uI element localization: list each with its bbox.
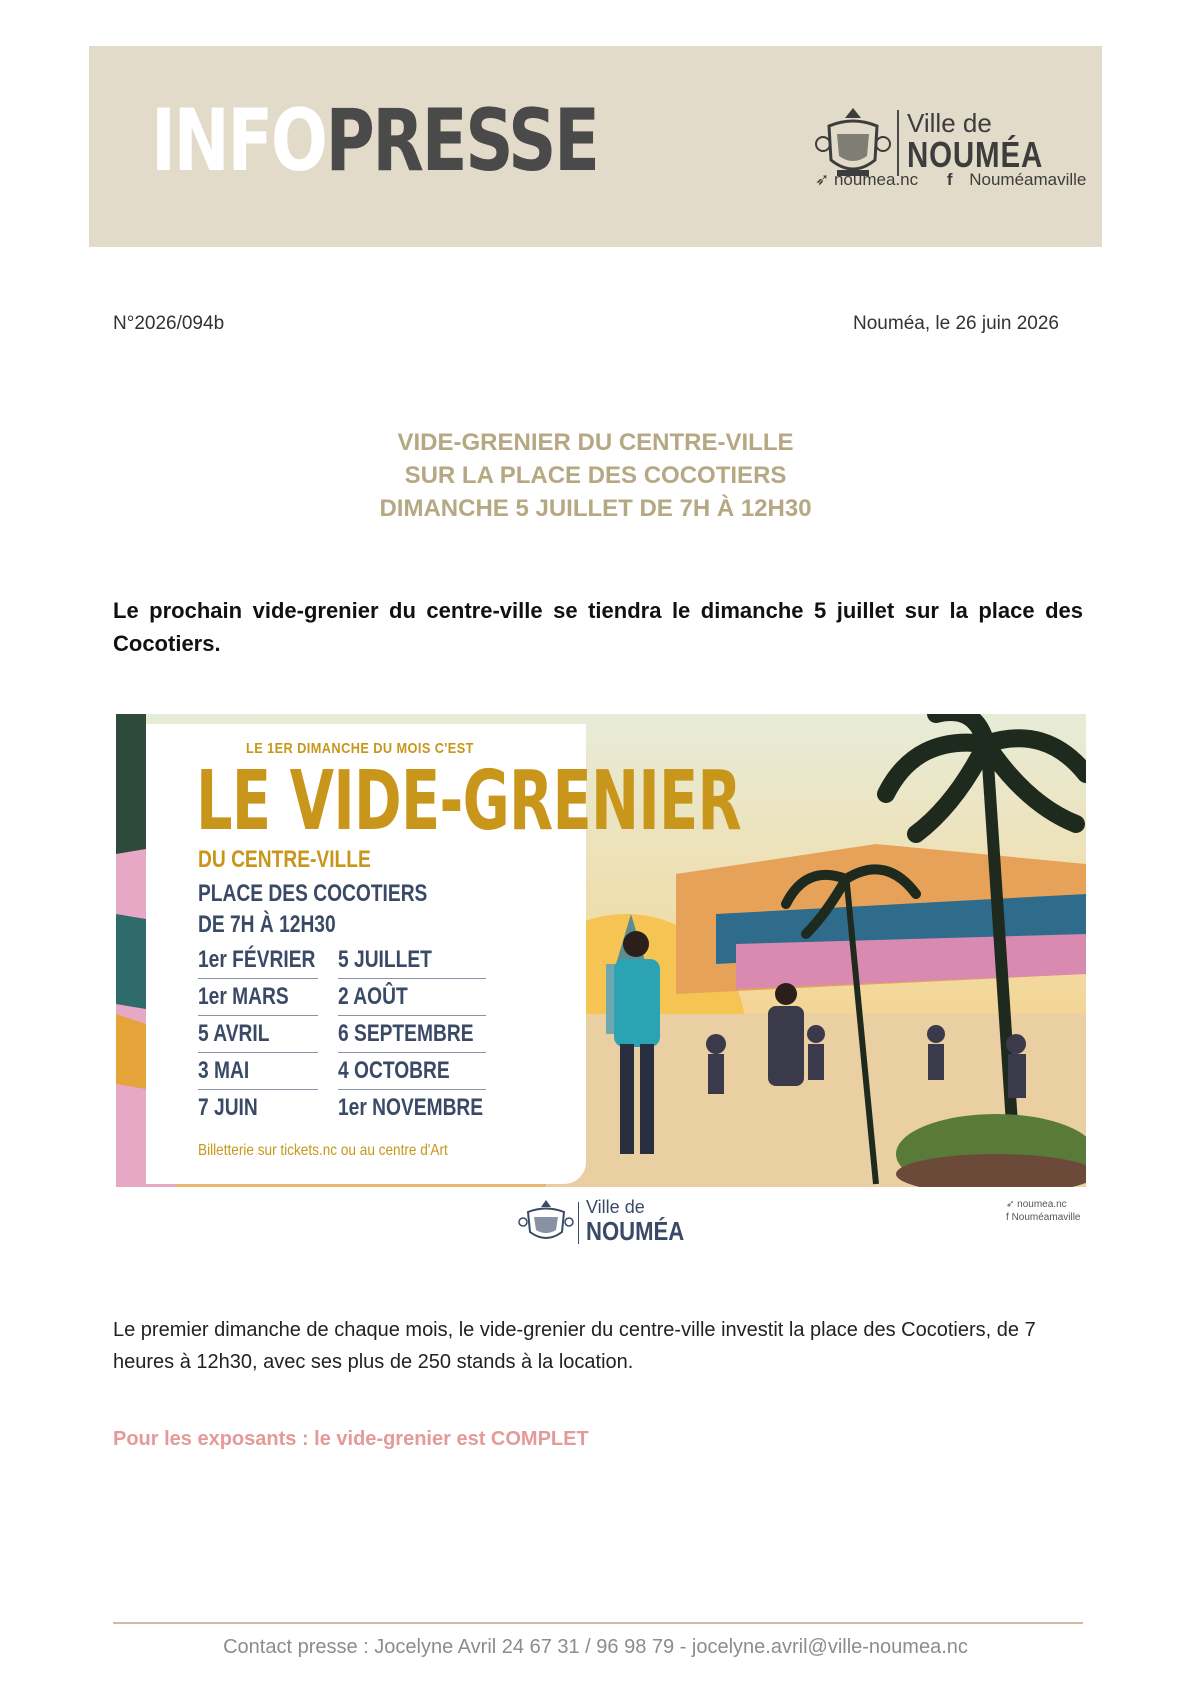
press-reference: N°2026/094b [113,313,225,334]
poster-date-right-3: 6 SEPTEMBRE [338,1020,474,1047]
poster-footer [116,1192,1086,1252]
poster-date-right-1: 5 JUILLET [338,946,432,973]
poster-date-right-5: 1er NOVEMBRE [338,1094,484,1121]
facebook-icon: f [1006,1212,1009,1223]
body-paragraph: Le premier dimanche de chaque mois, le vide-grenier du centre-ville investit la place des Cocotiers, de 7 heures à 12h30, avec ses plus de 250 stands à la location. [113,1319,1036,1373]
date-rule [198,1052,318,1053]
logo-noumea: NOUMÉA [907,134,1044,175]
website-text: noumea.nc [833,170,919,189]
logo-divider [897,110,899,176]
date-rule [198,978,318,979]
noumea-crest-icon [518,1198,574,1246]
poster-logo-ville-de: Ville de [586,1197,645,1217]
footer-divider [113,1622,1083,1624]
poster-subtitle: DU CENTRE-VILLE [198,846,371,873]
poster-logo-divider [578,1202,579,1244]
poster-place [198,878,427,940]
poster-facebook [1006,1211,1080,1224]
logo-ville-de: Ville de [907,108,992,138]
press-date: Nouméa, le 26 juin 2026 [853,313,1059,334]
poster-card [146,724,742,1184]
press-title [89,426,1102,525]
date-rule [338,1052,486,1053]
title-line-3: DIMANCHE 5 JUILLET DE 7H À 12H30 [379,495,812,522]
poster-date-left-2: 1er MARS [198,983,289,1010]
info-presse-logo [151,91,598,191]
poster-website-text: noumea.nc [1017,1199,1067,1210]
poster-date-right-2: 2 AOÛT [338,983,408,1010]
poster-date-left-3: 5 AVRIL [198,1020,270,1047]
website-link[interactable]: ➶ noumea.nc [815,170,919,189]
poster-social [1006,1198,1080,1224]
facebook-link[interactable] [947,170,1099,189]
title-line-1: VIDE-GRENIER DU CENTRE-VILLE [397,429,794,456]
poster-place-line-2: DE 7H À 12H30 [198,911,336,938]
poster-date-left-4: 3 MAI [198,1057,250,1084]
poster-logo-noumea: NOUMÉA [586,1216,685,1246]
brand-info: INFO [151,91,326,191]
poster-website: ➶ noumea.nc [1006,1199,1067,1210]
lead-paragraph: Le prochain vide-grenier du centre-ville se tiendra le dimanche 5 juillet sur la place des Cocotiers. [113,598,1083,656]
date-rule [338,978,486,979]
event-poster [116,714,1086,1187]
facebook-text: Nouméamaville [969,170,1087,189]
press-contact: Contact presse : Jocelyne Avril 24 67 31 / 96 98 79 - jocelyne.avril@ville-noumea.nc [223,1636,968,1658]
poster-date-left-5: 7 JUIN [198,1094,258,1121]
date-rule [338,1015,486,1016]
facebook-icon: f [946,170,953,189]
poster-date-left-1: 1er FÉVRIER [198,946,316,973]
poster-title: LE VIDE-GRENIER [196,754,742,849]
title-line-2: SUR LA PLACE DES COCOTIERS [404,462,787,489]
poster-place-line-1: PLACE DES COCOTIERS [198,880,428,907]
poster-facebook-text: Nouméamaville [1011,1212,1081,1223]
poster-date-right-4: 4 OCTOBRE [338,1057,450,1084]
header-band [89,46,1102,247]
header-social [815,170,1087,190]
poster-ticketing: Billetterie sur tickets.nc ou au centre d'Art [198,1142,448,1159]
date-rule [338,1089,486,1090]
exhibitors-notice: Pour les exposants : le vide-grenier est COMPLET [113,1428,589,1450]
poster-kicker: LE 1ER DIMANCHE DU MOIS C'EST [246,740,474,757]
brand-presse: PRESSE [325,91,598,191]
date-rule [198,1015,318,1016]
date-rule [198,1089,318,1090]
